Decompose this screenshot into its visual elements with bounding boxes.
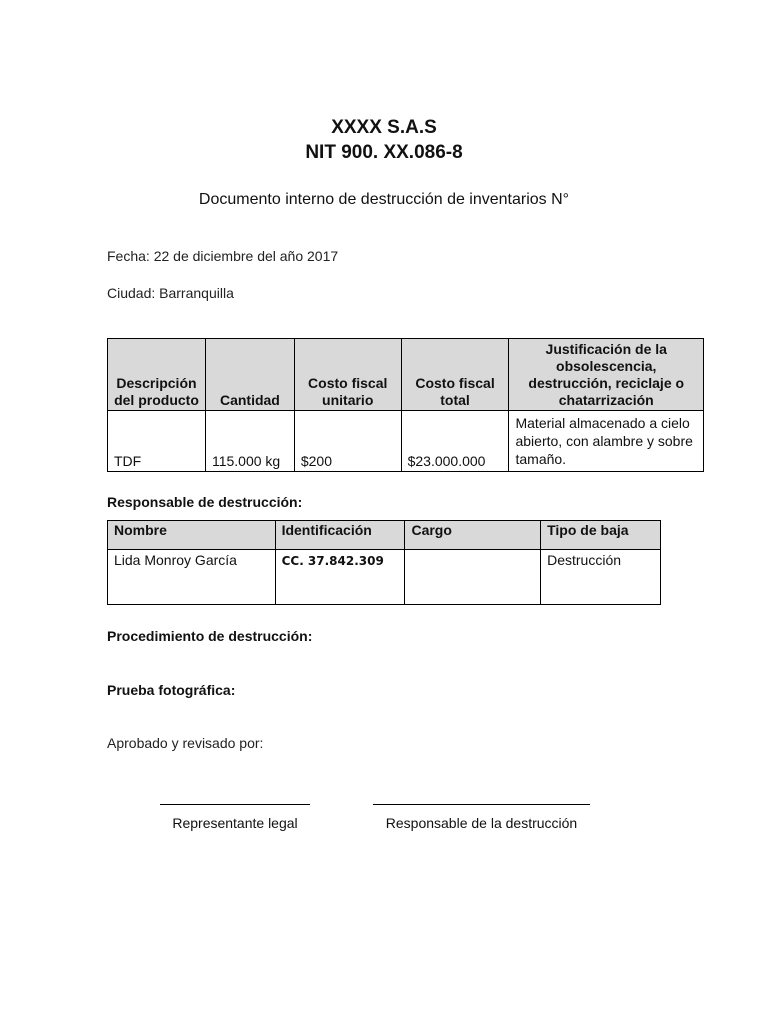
cell-cargo — [405, 550, 541, 605]
header-nombre: Nombre — [108, 521, 276, 550]
aprobado-line: Aprobado y revisado por: — [107, 735, 264, 751]
header-descripcion: Descripción del producto — [108, 339, 206, 411]
cell-identificacion: CC. 37.842.309 — [275, 550, 405, 605]
cell-descripcion: TDF — [108, 411, 206, 472]
header-costo-total: Costo fiscal total — [401, 339, 509, 411]
table-row — [108, 411, 704, 472]
header-identificacion: Identificación — [275, 521, 405, 550]
signature-responsable — [373, 804, 590, 831]
header-costo-unitario: Costo fiscal unitario — [294, 339, 401, 411]
signature-label: Responsable de la destrucción — [385, 815, 578, 831]
responsable-label: Responsable de destrucción: — [107, 494, 303, 510]
fecha-line: Fecha: 22 de diciembre del año 2017 — [107, 248, 339, 264]
company-name: XXXX S.A.S — [331, 117, 437, 138]
responsable-header-row — [108, 521, 661, 550]
table-row — [108, 550, 661, 605]
company-nit: NIT 900. XX.086-8 — [305, 142, 463, 163]
inventory-header-row — [108, 339, 704, 411]
cell-costo-total: $23.000.000 — [401, 411, 509, 472]
ciudad-line: Ciudad: Barranquilla — [107, 285, 234, 301]
cell-nombre: Lida Monroy García — [108, 550, 276, 605]
header-justificacion: Justificación de la obsolescencia, destrucción, reciclaje o chatarrización — [509, 339, 704, 411]
signature-line — [160, 804, 310, 805]
signature-representante — [160, 804, 310, 831]
header-cargo: Cargo — [405, 521, 541, 550]
cell-justificacion: Material almacenado a cielo abierto, con alambre y sobre tamaño. — [509, 411, 704, 472]
header-tipo-baja: Tipo de baja — [541, 521, 661, 550]
cell-tipo-baja: Destrucción — [541, 550, 661, 605]
responsable-table — [107, 520, 661, 605]
cell-costo-unitario: $200 — [294, 411, 401, 472]
inventory-table — [107, 338, 704, 472]
signature-line — [373, 804, 590, 805]
cell-cantidad: 115.000 kg — [205, 411, 294, 472]
prueba-label: Prueba fotográfica: — [107, 682, 236, 698]
header-cantidad: Cantidad — [205, 339, 294, 411]
document-title: Documento interno de destrucción de inventarios N° — [198, 191, 570, 208]
signature-label: Representante legal — [172, 815, 298, 831]
procedimiento-label: Procedimiento de destrucción: — [107, 628, 313, 644]
